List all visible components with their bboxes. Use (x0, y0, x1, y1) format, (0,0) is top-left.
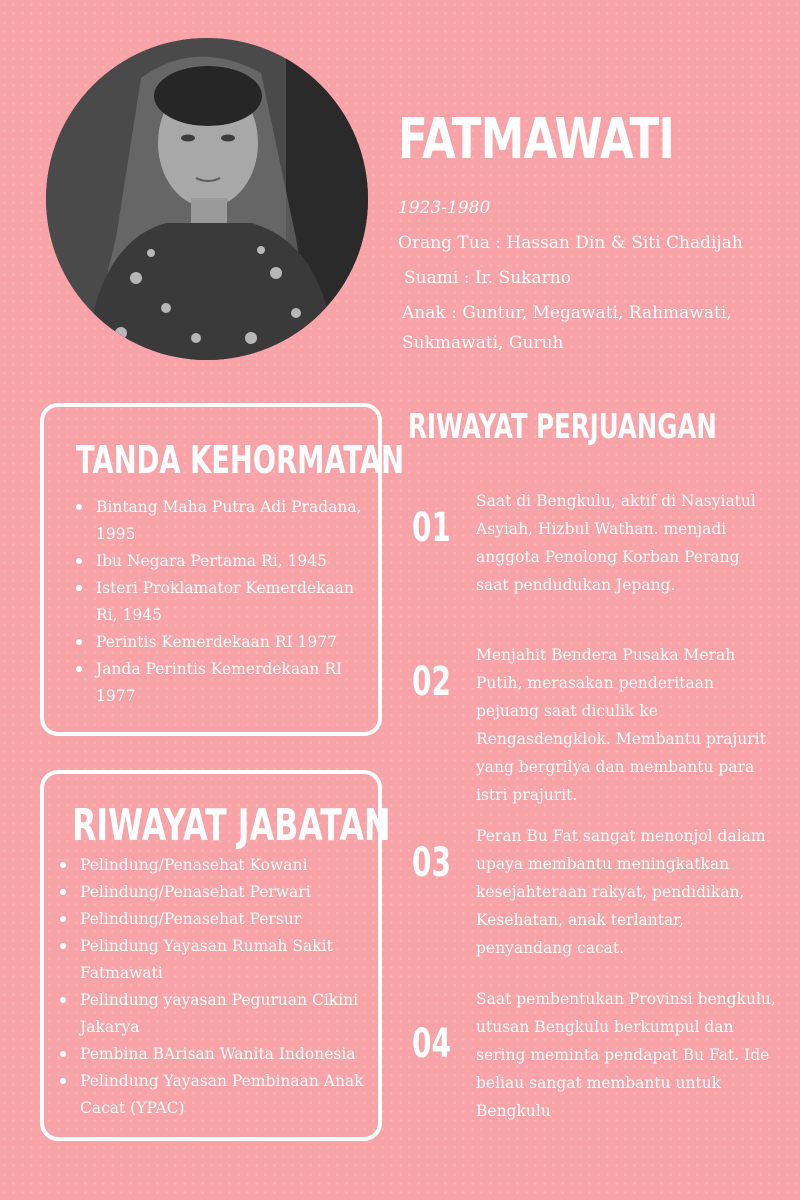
honors-item: Janda Perintis Kemerdekaan RI 1977 (72, 656, 362, 710)
positions-item: Pelindung/Penasehat Kowani (56, 852, 376, 879)
positions-box (40, 770, 391, 1141)
profile-spouse: Suami : Ir. Sukarno (404, 268, 571, 288)
step-text: Saat di Bengkulu, aktif di Nasyiatul Asyiah, Hizbul Wathan. menjadi anggota Penolong Korban Perang saat pendudukan Jepang. (476, 492, 756, 594)
honors-item: Isteri Proklamator Kemerdekaan Ri, 1945 (72, 575, 362, 629)
positions-item: Pelindung/Penasehat Persur (56, 906, 376, 933)
struggle-title: RIWAYAT PERJUANGAN (408, 407, 717, 447)
positions-item: Pelindung/Penasehat Perwari (56, 879, 376, 906)
step-number: 03 (412, 840, 451, 886)
portrait-photo (46, 38, 368, 360)
positions-title: RIWAYAT JABATAN (72, 800, 391, 851)
step-number: 01 (412, 505, 451, 551)
honors-item: Perintis Kemerdekaan RI 1977 (72, 629, 362, 656)
positions-item: Pelindung Yayasan Pembinaan Anak Cacat (YPAC) (56, 1068, 376, 1122)
profile-parents: Orang Tua : Hassan Din & Siti Chadijah (398, 233, 743, 253)
step-text: Peran Bu Fat sangat menonjol dalam upaya membantu meningkatkan kesejahteraan rakyat, pendidikan, Kesehatan, anak terlantar, penyandang cacat. (476, 827, 766, 957)
honors-title: TANDA KEHORMATAN (76, 438, 405, 482)
profile-children: Anak : Guntur, Megawati, Rahmawati, Sukmawati, Guruh (402, 303, 732, 353)
profile-years: 1923-1980 (398, 198, 491, 218)
positions-item: Pembina BArisan Wanita Indonesia (56, 1041, 376, 1068)
honors-item: Ibu Negara Pertama Ri, 1945 (72, 548, 362, 575)
honors-list (72, 494, 362, 710)
honors-box (40, 403, 405, 736)
profile-name: FATMAWATI (398, 107, 675, 172)
step-number: 04 (412, 1021, 451, 1067)
portrait-illustration (46, 38, 368, 360)
step-text: Saat pembentukan Provinsi bengkulu, utusan Bengkulu berkumpul dan sering meminta pendapat Bu Fat. Ide beliau sangat membantu untuk Bengkulu (476, 990, 776, 1120)
honors-item: Bintang Maha Putra Adi Pradana, 1995 (72, 494, 362, 548)
step-text: Menjahit Bendera Pusaka Merah Putih, merasakan penderitaan pejuang saat diculik ke Rengasdengklok. Membantu prajurit yang bergrilya dan membantu para istri prajurit. (476, 646, 766, 804)
positions-list (56, 852, 376, 1122)
step-number: 02 (412, 659, 451, 705)
positions-item: Pelindung Yayasan Rumah Sakit Fatmawati (56, 933, 376, 987)
positions-item: Pelindung yayasan Peguruan Cikini Jakarya (56, 987, 376, 1041)
